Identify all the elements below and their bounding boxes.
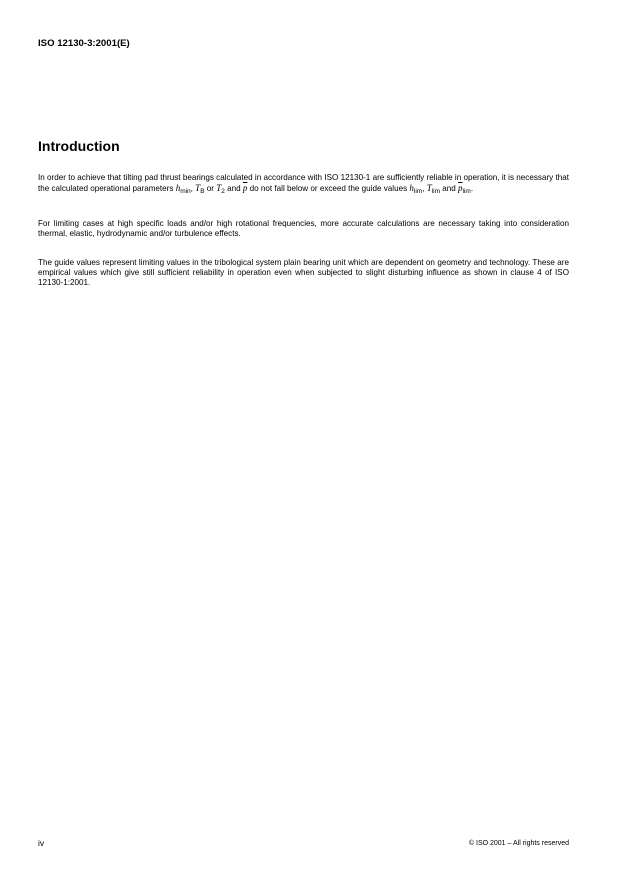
- var-p-bar: $\overline{p}$: [242, 183, 248, 193]
- var-t-lim: $T_{lim}$: [426, 183, 441, 195]
- var-t-2: $T_2$: [216, 183, 225, 195]
- p1-text-b: do not fall below or exceed the guide values: [247, 184, 410, 193]
- var-p-lim: $\overline{p}_{lim}$: [458, 183, 471, 195]
- var-t-b: $T_B$: [195, 183, 205, 195]
- page-number: iv: [38, 838, 45, 848]
- paragraph-2: For limiting cases at high specific loads and/or high rotational frequencies, more accurate calculations are necessary taking into consideration thermal, elastic, hydrodynamic and/or turbulence effects.: [38, 219, 569, 238]
- var-h-min: $h_{min}$: [175, 183, 191, 195]
- section-title: Introduction: [38, 138, 120, 154]
- document-header: ISO 12130-3:2001(E): [38, 38, 130, 49]
- p1-text-a: In order to achieve that tilting pad thrust bearings calculated in accordance with ISO 12130-1 are sufficiently reliable in operation, it is necessary that the calculated operational parameters: [38, 173, 569, 193]
- paragraph-1: In order to achieve that tilting pad thrust bearings calculated in accordance with ISO 12130-1 are sufficiently reliable in operation, it is necessary that the calculated operational parameters $h_{min}$, $T_B$ or $T_2$ and $\overline{p}$ do not fall below or exceed the guide values $h_{lim}$, $T_{lim}$ and $\overline{p}_{lim}$.: [38, 173, 569, 195]
- copyright-notice: © ISO 2001 – All rights reserved: [468, 840, 569, 847]
- var-h-lim: $h_{lim}$: [409, 183, 423, 195]
- paragraph-3: The guide values represent limiting values in the tribological system plain bearing unit which are dependent on geometry and technology. These are empirical values which give still sufficient reliability in operation even when subjected to slight disturbing influence as shown in clause 4 of ISO 12130-1:2001.: [38, 258, 569, 287]
